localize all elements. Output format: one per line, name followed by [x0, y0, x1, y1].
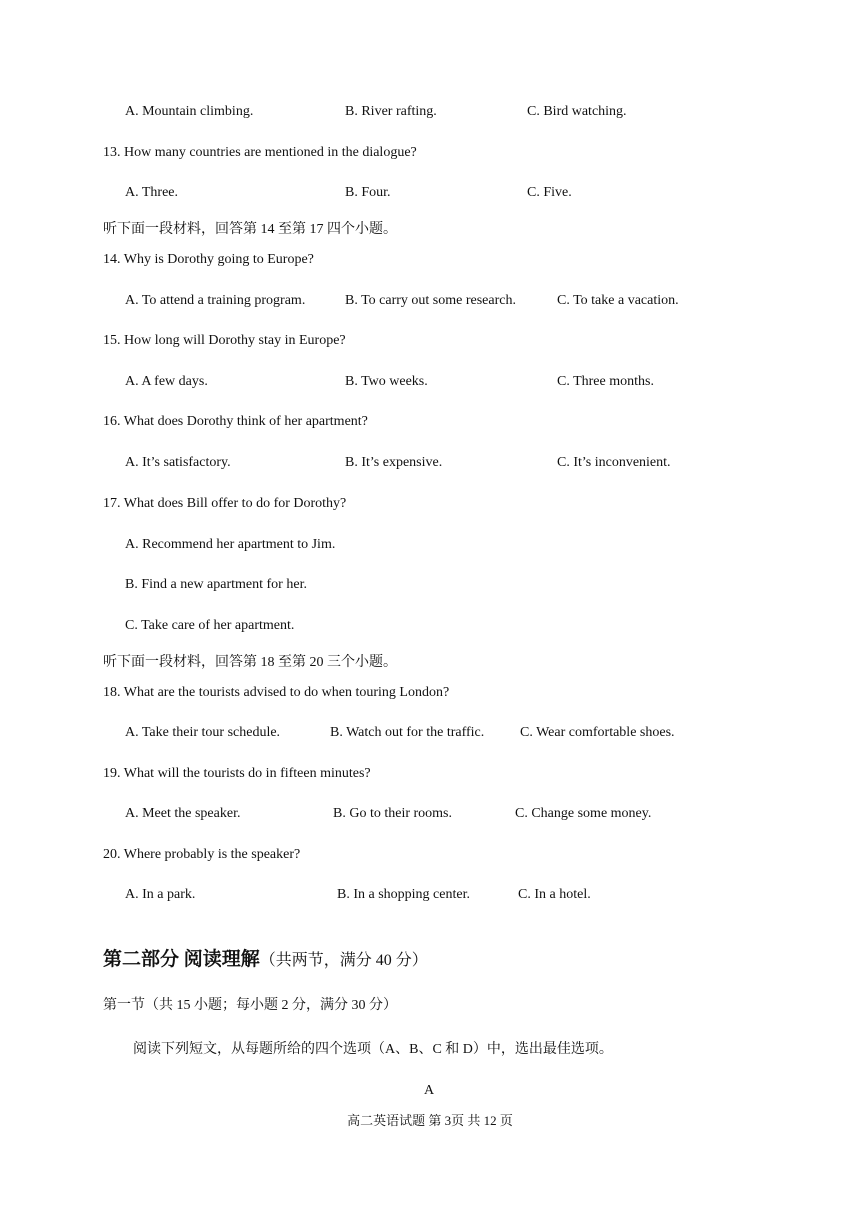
q18-stem: 18. What are the tourists advised to do when touring London? [103, 685, 450, 700]
q12-option-a: A. Mountain climbing. [125, 104, 254, 119]
q17-option-a: A. Recommend her apartment to Jim. [125, 537, 336, 552]
q16-option-c: C. It’s inconvenient. [557, 455, 671, 470]
q18-option-b: B. Watch out for the traffic. [330, 725, 485, 740]
q14-option-c: C. To take a vacation. [557, 293, 679, 308]
q13-stem: 13. How many countries are mentioned in the dialogue? [103, 145, 417, 160]
q20-option-a: A. In a park. [125, 887, 196, 902]
q17-stem: 17. What does Bill offer to do for Dorothy? [103, 496, 347, 511]
q15-option-b: B. Two weeks. [345, 374, 428, 389]
q12-option-b: B. River rafting. [345, 104, 437, 119]
part2-heading [103, 950, 428, 969]
q19-option-b: B. Go to their rooms. [333, 806, 452, 821]
q16-option-b: B. It’s expensive. [345, 455, 443, 470]
q16-stem: 16. What does Dorothy think of her apartment? [103, 414, 368, 429]
q13-option-a: A. Three. [125, 185, 178, 200]
instruction-18-20: 听下面一段材料，回答第 18 至第 20 三个小题。 [103, 655, 397, 670]
q19-option-c: C. Change some money. [515, 806, 652, 821]
q19-option-a: A. Meet the speaker. [125, 806, 241, 821]
q14-option-a: A. To attend a training program. [125, 293, 306, 308]
page-footer: 高二英语试题 第 3页 共 12 页 [347, 1113, 513, 1128]
q15-option-c: C. Three months. [557, 374, 654, 389]
q20-option-b: B. In a shopping center. [337, 887, 470, 902]
q15-option-a: A. A few days. [125, 374, 208, 389]
q12-option-c: C. Bird watching. [527, 104, 627, 119]
part2-section1: 第一节（共 15 小题；每小题 2 分，满分 30 分） [103, 998, 397, 1013]
q19-stem: 19. What will the tourists do in fifteen minutes? [103, 766, 371, 781]
q18-option-c: C. Wear comfortable shoes. [520, 725, 675, 740]
q14-stem: 14. Why is Dorothy going to Europe? [103, 252, 314, 267]
q15-stem: 15. How long will Dorothy stay in Europe? [103, 333, 346, 348]
instruction-14-17: 听下面一段材料，回答第 14 至第 17 四个小题。 [103, 222, 397, 237]
q13-option-b: B. Four. [345, 185, 391, 200]
q20-option-c: C. In a hotel. [518, 887, 591, 902]
q13-option-c: C. Five. [527, 185, 572, 200]
q20-stem: 20. Where probably is the speaker? [103, 847, 301, 862]
q17-option-c: C. Take care of her apartment. [125, 618, 295, 633]
q17-option-b: B. Find a new apartment for her. [125, 577, 307, 592]
q14-option-b: B. To carry out some research. [345, 293, 516, 308]
q16-option-a: A. It’s satisfactory. [125, 455, 231, 470]
part2-instruction: 阅读下列短文，从每题所给的四个选项（A、B、C 和 D）中，选出最佳选项。 [133, 1042, 613, 1057]
q18-option-a: A. Take their tour schedule. [125, 725, 281, 740]
part2-note: （共两节，满分 40 分） [259, 952, 428, 969]
part2-title: 第二部分 阅读理解 [103, 949, 260, 970]
passage-label: A [424, 1083, 435, 1098]
